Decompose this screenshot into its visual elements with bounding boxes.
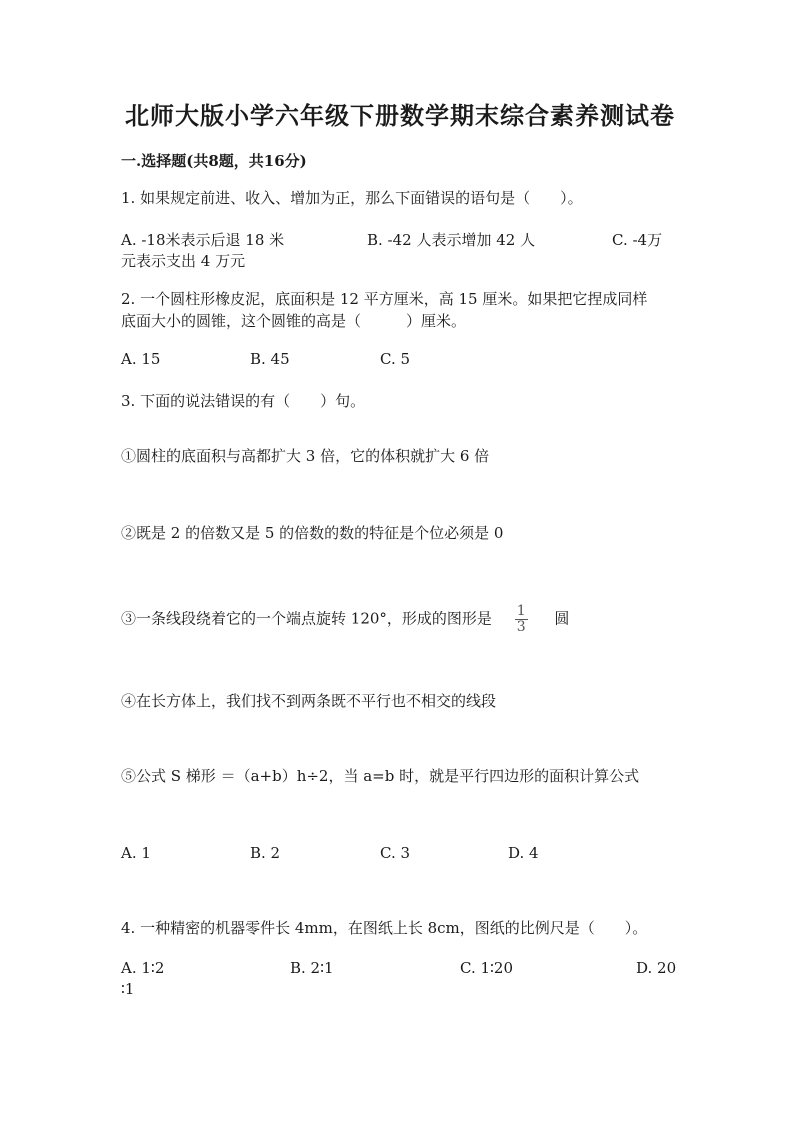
question-3-option-c: C. 3 <box>380 844 411 862</box>
question-2-option-b: B. 45 <box>250 350 290 368</box>
question-3-statement-3-text: ③一条线段绕着它的一个端点旋转 120°，形成的图形是 <box>121 609 492 628</box>
question-3-option-d: D. 4 <box>508 844 539 862</box>
question-1-option-c: C. -4万 <box>612 231 663 249</box>
question-3-statement-1: ①圆柱的底面积与高都扩大 3 倍，它的体积就扩大 6 倍 <box>121 447 490 465</box>
question-1-option-a: A. -18米表示后退 18 米 <box>121 231 285 249</box>
question-3-statement-5: ⑤公式 S 梯形 ＝（a+b）h÷2，当 a=b 时，就是平行四边形的面积计算公式 <box>121 767 640 785</box>
page-title: 北师大版小学六年级下册数学期末综合素养测试卷 <box>125 101 675 130</box>
question-3-statement-3 <box>121 604 569 635</box>
question-4-option-b: B. 2∶1 <box>290 959 334 977</box>
fraction-denominator: 3 <box>516 619 526 635</box>
question-4-option-d-continued: ∶1 <box>121 980 135 998</box>
question-3-statement-3-suffix: 圆 <box>554 609 570 628</box>
question-4-option-c: C. 1∶20 <box>460 959 514 977</box>
section-heading: 一.选择题(共8题，共16分) <box>121 152 307 170</box>
question-2-stem-line-1: 2. 一个圆柱形橡皮泥，底面积是 12 平方厘米，高 15 厘米。如果把它捏成同样 <box>121 290 648 308</box>
fraction-numerator: 1 <box>516 603 526 619</box>
question-1-stem: 1. 如果规定前进、收入、增加为正，那么下面错误的语句是（ ）。 <box>121 189 583 207</box>
question-3-option-a: A. 1 <box>121 844 151 862</box>
question-4-option-d: D. 20 <box>636 959 677 977</box>
question-3-stem: 3. 下面的说法错误的有（ ）句。 <box>121 392 366 410</box>
question-1-option-c-continued: 元表示支出 4 万元 <box>121 252 246 270</box>
question-2-stem-line-2: 底面大小的圆锥，这个圆锥的高是（ ）厘米。 <box>121 312 467 330</box>
fraction-one-third <box>515 604 528 635</box>
question-3-statement-4: ④在长方体上，我们找不到两条既不平行也不相交的线段 <box>121 692 497 710</box>
question-1-option-b: B. -42 人表示增加 42 人 <box>367 231 536 249</box>
question-3-statement-2: ②既是 2 的倍数又是 5 的倍数的数的特征是个位必须是 0 <box>121 524 504 542</box>
question-4-stem: 4. 一种精密的机器零件长 4mm，在图纸上长 8cm，图纸的比例尺是（ ）。 <box>121 919 648 937</box>
question-3-option-b: B. 2 <box>250 844 281 862</box>
question-2-option-c: C. 5 <box>380 350 411 368</box>
question-2-option-a: A. 15 <box>121 350 161 368</box>
question-4-option-a: A. 1∶2 <box>121 959 165 977</box>
